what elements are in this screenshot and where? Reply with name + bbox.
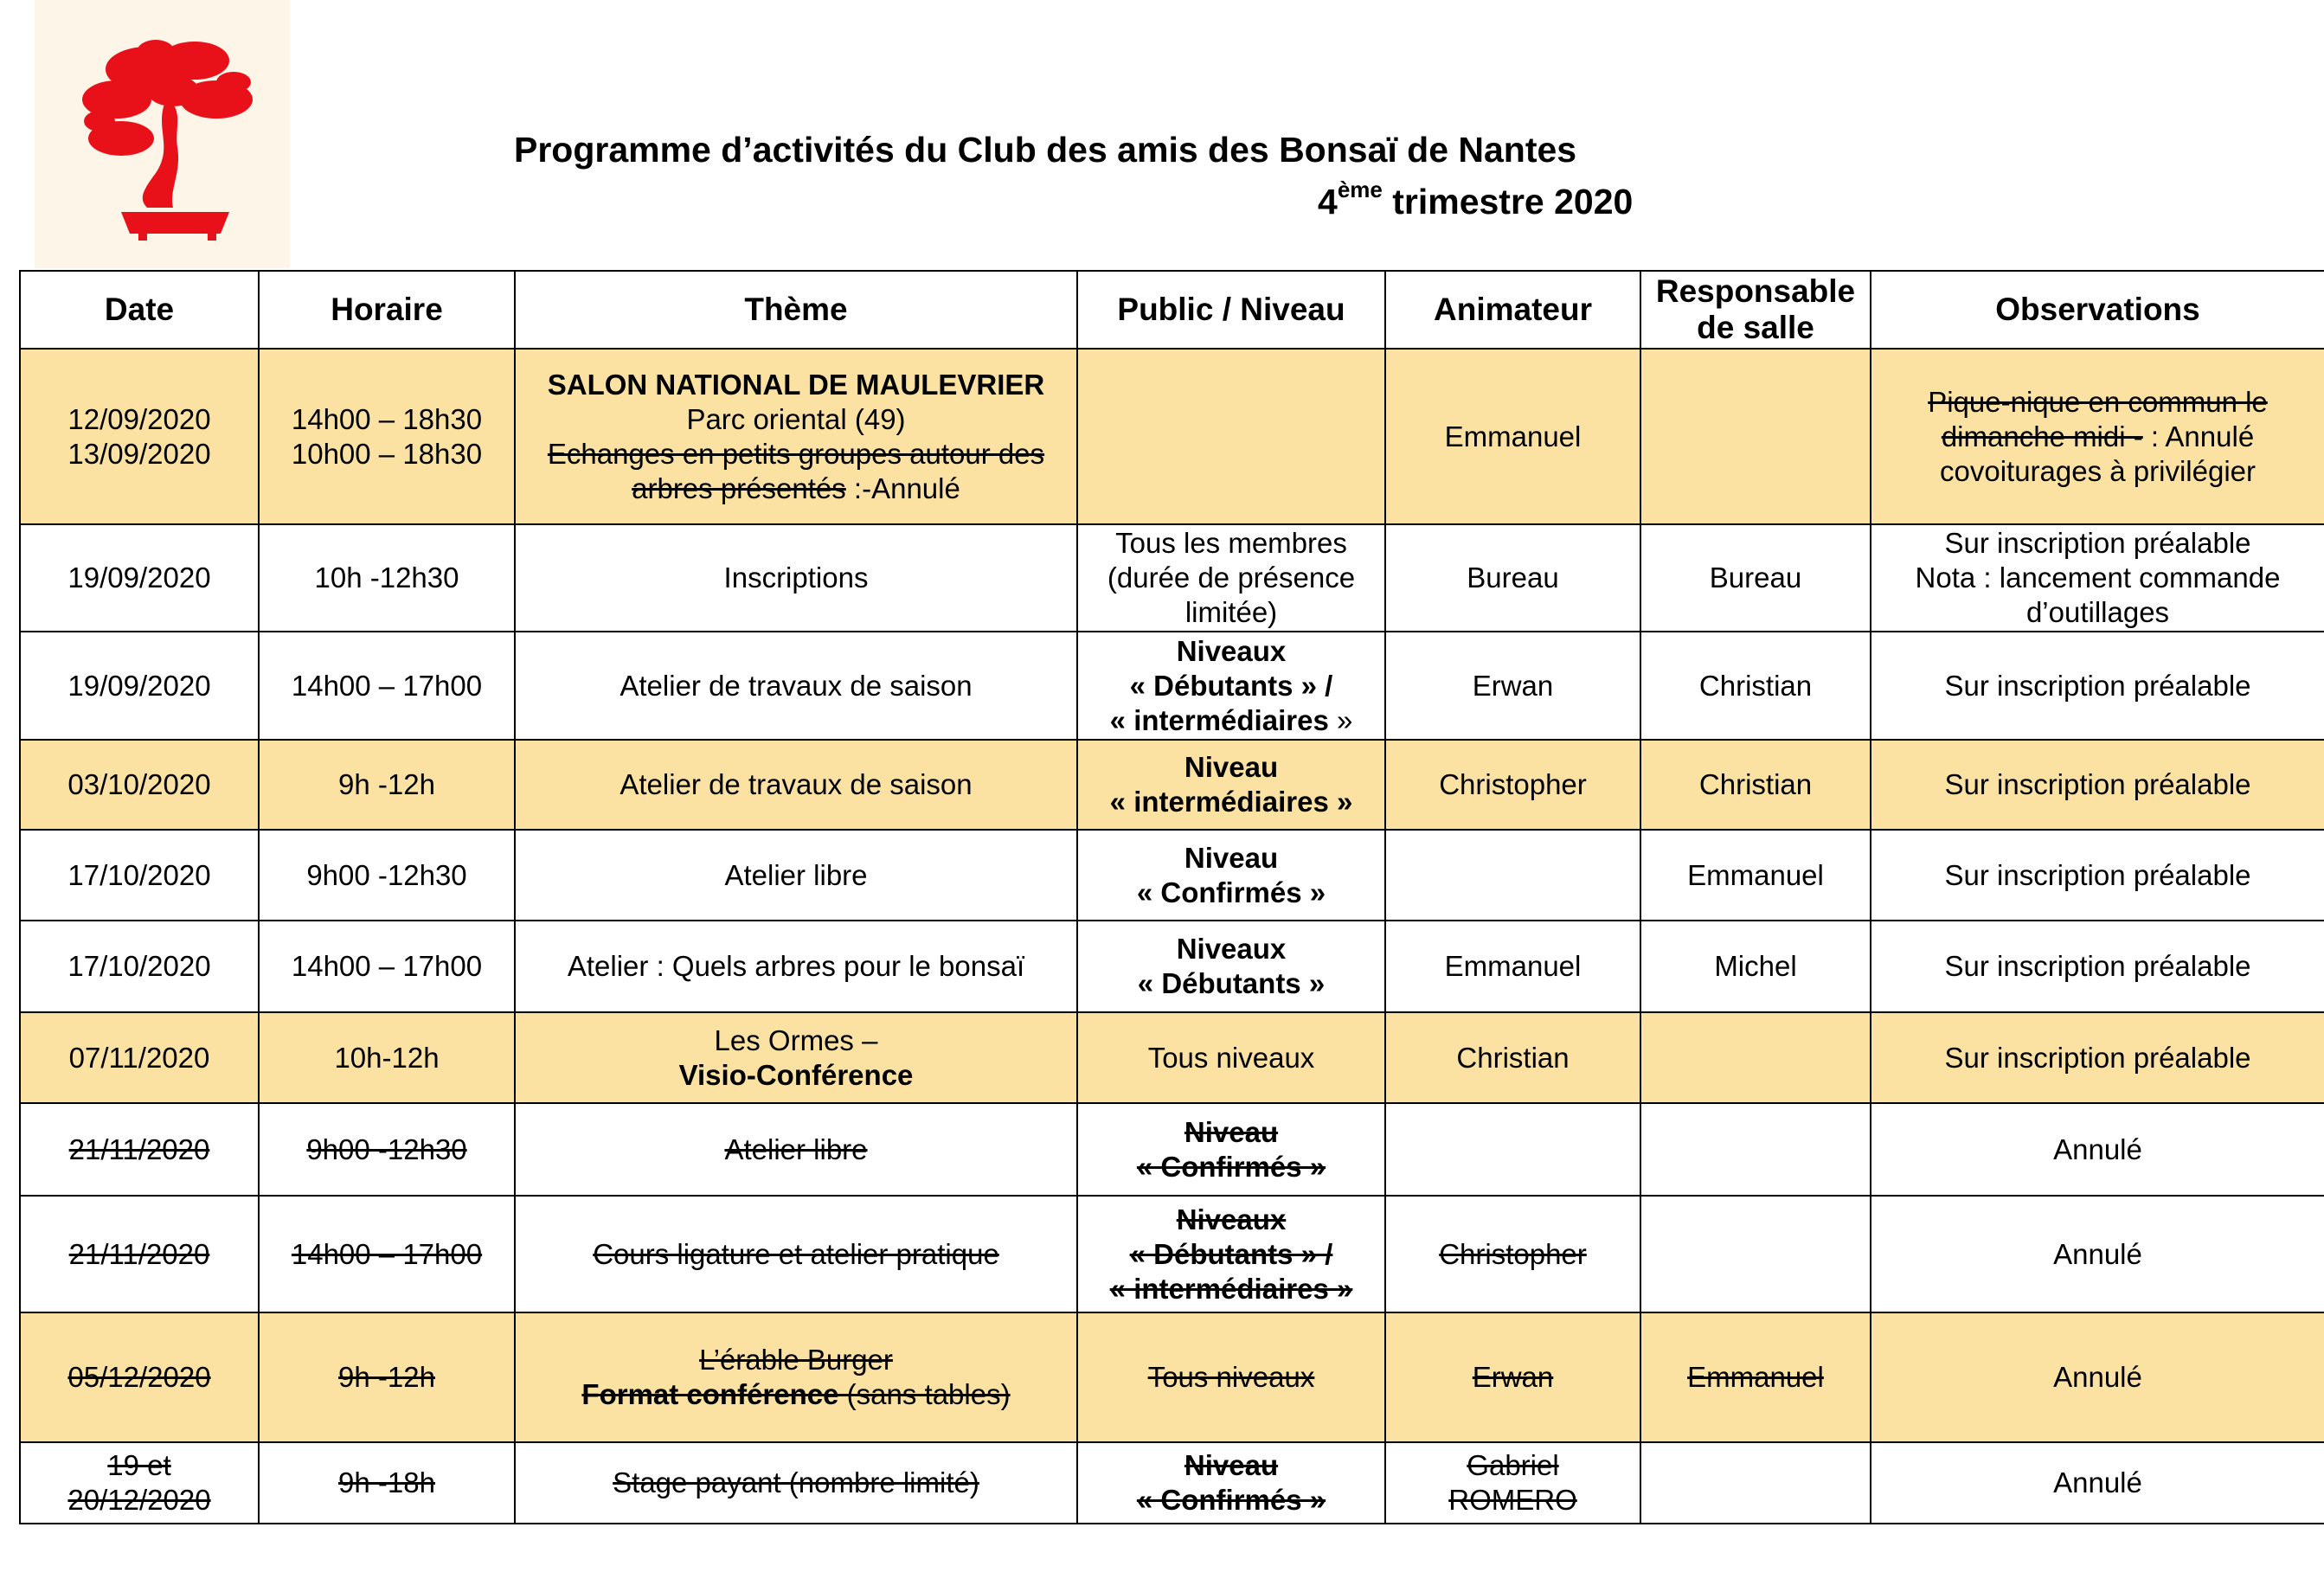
- table-row: [20, 524, 2324, 632]
- page-subtitle: [1318, 176, 1634, 222]
- quarter-number: 4: [1318, 182, 1338, 221]
- cell-observations: Pique-nique en commun le dimanche midi - : Annulé covoiturages à privilégier: [1871, 349, 2324, 524]
- cell-observations: Annulé: [1871, 1196, 2324, 1312]
- cell-public: Niveau « Confirmés »: [1077, 1442, 1385, 1524]
- cell-date: 21/11/2020: [20, 1103, 259, 1196]
- cell-responsable: [1640, 1103, 1871, 1196]
- cell-public: Niveaux « Débutants »: [1077, 921, 1385, 1012]
- header-responsable: Responsable de salle: [1640, 271, 1871, 349]
- cell-horaire: 9h00 -12h30: [259, 1103, 515, 1196]
- cell-responsable: [1640, 349, 1871, 524]
- cell-animateur: Bureau: [1385, 524, 1640, 632]
- cell-theme: Atelier de travaux de saison: [515, 632, 1077, 740]
- table-row: [20, 1312, 2324, 1442]
- cell-theme: Atelier de travaux de saison: [515, 740, 1077, 830]
- cell-public: Tous niveaux: [1077, 1312, 1385, 1442]
- cell-public: Niveau « Confirmés »: [1077, 830, 1385, 921]
- cell-date: 21/11/2020: [20, 1196, 259, 1312]
- cell-public: Niveaux « Débutants » / « intermédiaires »: [1077, 1196, 1385, 1312]
- header-theme: Thème: [515, 271, 1077, 349]
- table-row: [20, 830, 2324, 921]
- cell-horaire: 9h -12h: [259, 740, 515, 830]
- cell-theme: Atelier libre: [515, 1103, 1077, 1196]
- cell-animateur: Emmanuel: [1385, 349, 1640, 524]
- cell-responsable: [1640, 1442, 1871, 1524]
- table-header-row: [20, 271, 2324, 349]
- cell-date: 19/09/2020: [20, 632, 259, 740]
- header-horaire: Horaire: [259, 271, 515, 349]
- cell-horaire: 10h-12h: [259, 1012, 515, 1103]
- cell-theme: Atelier : Quels arbres pour le bonsaï: [515, 921, 1077, 1012]
- cell-responsable: Emmanuel: [1640, 1312, 1871, 1442]
- cell-public: Niveau « Confirmés »: [1077, 1103, 1385, 1196]
- cell-horaire: 10h -12h30: [259, 524, 515, 632]
- page-title: Programme d’activités du Club des amis des Bonsaï de Nantes: [514, 130, 1577, 170]
- cell-date: 12/09/2020 13/09/2020: [20, 349, 259, 524]
- cell-public: Tous les membres (durée de présence limitée): [1077, 524, 1385, 632]
- cell-responsable: Bureau: [1640, 524, 1871, 632]
- cell-public: Tous niveaux: [1077, 1012, 1385, 1103]
- bonsai-tree-icon: [35, 0, 290, 268]
- cell-horaire: 14h00 – 17h00: [259, 632, 515, 740]
- quarter-suffix: ème: [1337, 176, 1383, 202]
- cell-horaire: 9h00 -12h30: [259, 830, 515, 921]
- cell-animateur: [1385, 1103, 1640, 1196]
- cell-date: 05/12/2020: [20, 1312, 259, 1442]
- table-row: [20, 1442, 2324, 1524]
- cell-theme: Stage payant (nombre limité): [515, 1442, 1077, 1524]
- header-animateur: Animateur: [1385, 271, 1640, 349]
- cell-responsable: Christian: [1640, 740, 1871, 830]
- cell-observations: Sur inscription préalable: [1871, 740, 2324, 830]
- cell-observations: Annulé: [1871, 1312, 2324, 1442]
- header-date: Date: [20, 271, 259, 349]
- cell-date: 19 et 20/12/2020: [20, 1442, 259, 1524]
- cell-date: 07/11/2020: [20, 1012, 259, 1103]
- cell-horaire: 14h00 – 17h00: [259, 1196, 515, 1312]
- table-row: [20, 349, 2324, 524]
- cell-observations: Sur inscription préalable: [1871, 632, 2324, 740]
- cell-theme: Les Ormes – Visio-Conférence: [515, 1012, 1077, 1103]
- cell-observations: Annulé: [1871, 1103, 2324, 1196]
- cell-public: Niveau « intermédiaires »: [1077, 740, 1385, 830]
- quarter-label: trimestre 2020: [1382, 182, 1634, 221]
- cell-theme: Cours ligature et atelier pratique: [515, 1196, 1077, 1312]
- club-logo: [35, 0, 290, 268]
- cell-observations: Sur inscription préalable: [1871, 1012, 2324, 1103]
- cell-responsable: Christian: [1640, 632, 1871, 740]
- cell-public: [1077, 349, 1385, 524]
- cell-observations: Annulé: [1871, 1442, 2324, 1524]
- cell-date: 03/10/2020: [20, 740, 259, 830]
- cell-theme: SALON NATIONAL DE MAULEVRIER Parc oriental (49) Echanges en petits groupes autour des arbres présentés :-Annulé: [515, 349, 1077, 524]
- cell-responsable: [1640, 1012, 1871, 1103]
- table-row: [20, 921, 2324, 1012]
- cell-responsable: [1640, 1196, 1871, 1312]
- cell-animateur: [1385, 830, 1640, 921]
- cell-responsable: Michel: [1640, 921, 1871, 1012]
- table-row: [20, 1103, 2324, 1196]
- cell-animateur: Erwan: [1385, 632, 1640, 740]
- cell-horaire: 9h -12h: [259, 1312, 515, 1442]
- cell-theme: Inscriptions: [515, 524, 1077, 632]
- cell-observations: Sur inscription préalable: [1871, 921, 2324, 1012]
- cell-animateur: Emmanuel: [1385, 921, 1640, 1012]
- cell-animateur: Gabriel ROMERO: [1385, 1442, 1640, 1524]
- cell-animateur: Christian: [1385, 1012, 1640, 1103]
- cell-theme: Atelier libre: [515, 830, 1077, 921]
- cell-animateur: Christopher: [1385, 1196, 1640, 1312]
- table-row: [20, 740, 2324, 830]
- cell-date: 17/10/2020: [20, 830, 259, 921]
- cell-horaire: 14h00 – 17h00: [259, 921, 515, 1012]
- table-row: [20, 1196, 2324, 1312]
- cell-observations: Sur inscription préalable Nota : lancement commande d’outillages: [1871, 524, 2324, 632]
- cell-responsable: Emmanuel: [1640, 830, 1871, 921]
- cell-horaire: 14h00 – 18h30 10h00 – 18h30: [259, 349, 515, 524]
- table-row: [20, 1012, 2324, 1103]
- cell-date: 17/10/2020: [20, 921, 259, 1012]
- cell-observations: Sur inscription préalable: [1871, 830, 2324, 921]
- cell-theme: L’érable Burger Format conférence (sans tables): [515, 1312, 1077, 1442]
- header-observations: Observations: [1871, 271, 2324, 349]
- header-public: Public / Niveau: [1077, 271, 1385, 349]
- cell-animateur: Christopher: [1385, 740, 1640, 830]
- cell-animateur: Erwan: [1385, 1312, 1640, 1442]
- activities-table: [19, 270, 2324, 1524]
- table-row: [20, 632, 2324, 740]
- cell-public: Niveaux « Débutants » / « intermédiaires »: [1077, 632, 1385, 740]
- cell-date: 19/09/2020: [20, 524, 259, 632]
- cell-horaire: 9h -18h: [259, 1442, 515, 1524]
